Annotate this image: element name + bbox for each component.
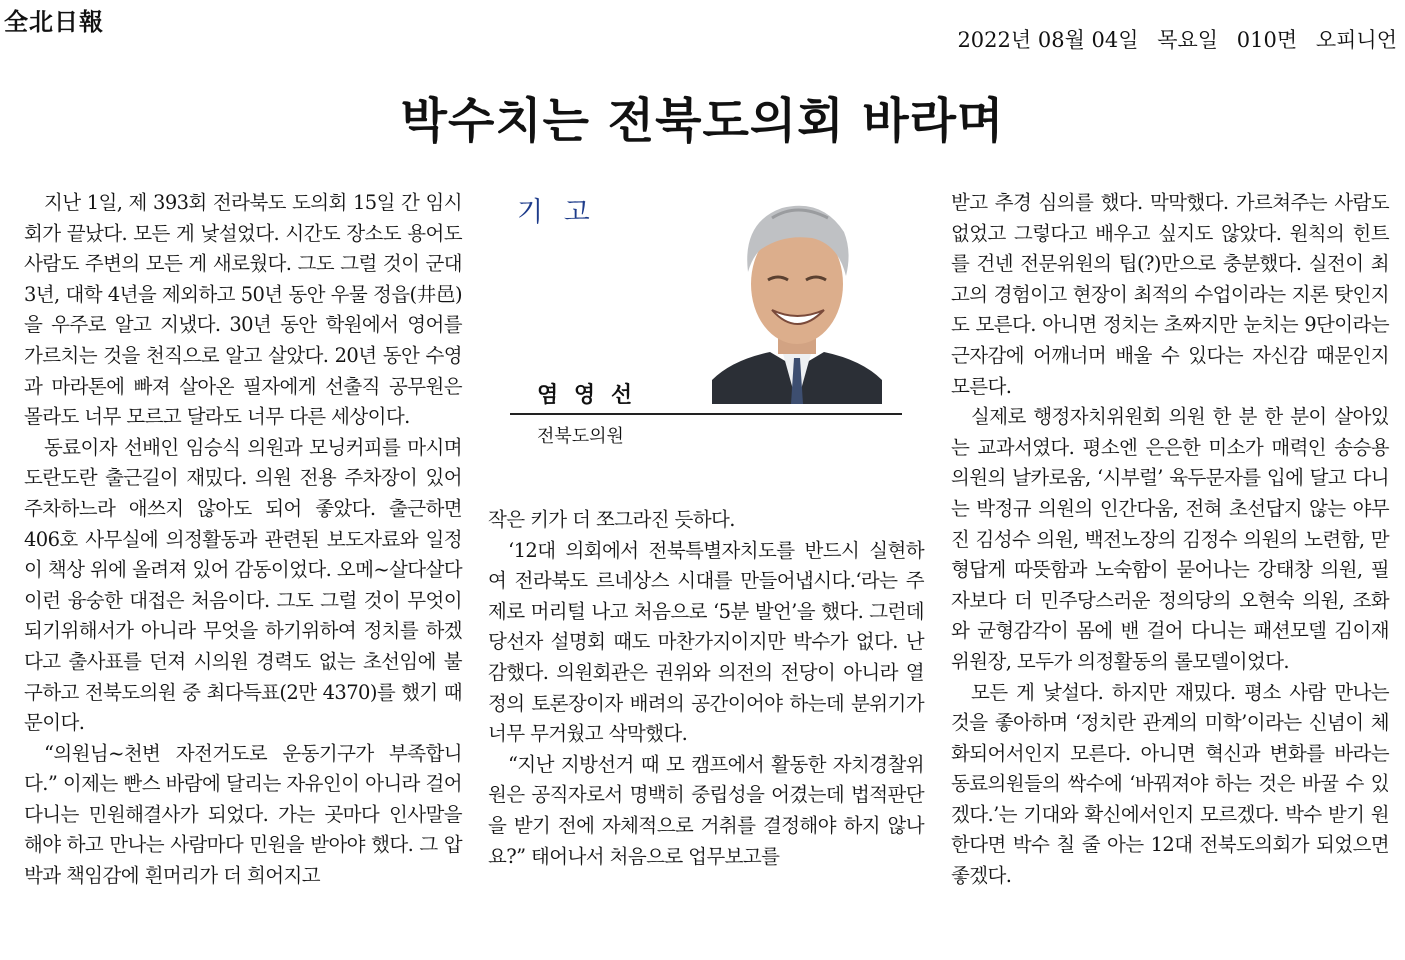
author-title: 전북도의원 [537,426,624,447]
paragraph: 지난 1일, 제 393회 전라북도 도의회 15일 간 임시회가 끝났다. 모든 게 낯설었다. 시간도 장소도 용어도 사람도 주변의 모든 게 새로웠다. 그도 그럴 것이 군대 3년, 대학 4년을 제외하고 50년 동안 우물 정읍(井邑)을 우주로 알고 지냈다. 30년 동안 학원에서 영어를 가르치는 것을 천직으로 알고 살았다. 20년 동안 수영과 마라톤에 빠져 살아온 필자에게 선출직 공무원은 몰라도 너무 모르고 달라도 너무 다른 세상이다. [24,191,462,429]
paragraph: 실제로 행정자치위원회 의원 한 분 한 분이 살아있는 교과서였다. 평소엔 은은한 미소가 매력인 송승용 의원의 날카로움, ‘시부럴’ 육두문자를 입에 달고 다니는 박정규 의원의 인간다움, 전혀 초선답지 않는 야무진 김성수 의원, 백전노장의 김정수 의원의 노련함, 맏형답게 따뜻함과 노숙함이 묻어나는 강태창 의원, 필자보다 더 민주당스러운 정의당의 오현숙 의원, 조화와 균형감각이 몸에 밴 걸어 다니는 패션모델 김이재 위원장, 모두가 의정활동의 롤모델이었다. [951,405,1389,673]
paragraph: 받고 추경 심의를 했다. 막막했다. 가르쳐주는 사람도 없었고 그렇다고 배우고 싶지도 않았다. 원칙의 힌트를 건넨 전문위원의 팁(?)만으로 충분했다. 실전이 최고의 경험이고 현장이 최적의 수업이라는 지론 탓인지도 모른다. 아니면 정치는 초짜지만 눈치는 9단이라는 근자감에 어깨너머 배울 수 있다는 자신감 때문인지 모른다. [951,191,1389,398]
paragraph: ‘12대 의회에서 전북특별자치도를 반드시 실현하여 전라북도 르네상스 시대를 만들어냅시다.‘라는 주제로 머리털 나고 처음으로 ‘5분 발언’을 했다. 그런데 당선자 설명회 때도 마찬가지이지만 박수가 없다. 난감했다. 의원회관은 권위와 의전의 전당이 아니라 열정의 토론장이자 배려의 공간이어야 하는데 분위기가 너무 무거웠고 삭막했다. [488,538,924,746]
issue-date: 2022년 08월 04일 [957,28,1139,52]
issue-weekday: 목요일 [1157,28,1219,52]
section-name: 오피니언 [1315,28,1397,52]
article-column-2 [488,505,924,872]
dateline [945,24,1397,54]
paragraph: 동료이자 선배인 임승식 의원과 모닝커피를 마시며 도란도란 출근길이 재밌다. 의원 전용 주차장이 있어 주차하느라 애쓰지 않아도 되어 좋았다. 출근하면 406호 사무실에 의정활동과 관련된 보도자료와 일정이 책상 위에 올려져 있어 감동이었다. 오메~살다살다 이런 융숭한 대접은 처음이다. 그도 그럴 것이 무엇이 되기위해서가 아니라 무엇을 하기위하여 정치를 하겠다고 출사표를 던져 시의원 경력도 없는 초선임에 불구하고 전북도의원 중 최다득표(2만 4370)를 했기 때문이다. [24,435,462,735]
paragraph: 작은 키가 더 쪼그라진 듯하다. [488,508,735,531]
author-name: 염 영 선 [537,383,637,408]
author-divider [510,413,902,415]
paragraph: 모든 게 낯설다. 하지만 재밌다. 평소 사람 만나는 것을 좋아하며 ‘정치란 관계의 미학’이라는 신념이 체화되어서인지 모른다. 아니면 혁신과 변화를 바라는 동료의원들의 싹수에 ‘바꿔져야 하는 것은 바꿀 수 있겠다.’는 기대와 확신에서인지 모르겠다. 박수 받기 원한다면 박수 칠 줄 아는 12대 전북도의회가 되었으면 좋겠다. [951,680,1390,888]
page-number: 010면 [1236,28,1298,52]
article-column-3 [951,188,1389,892]
author-portrait [712,192,882,404]
paragraph: “지난 지방선거 때 모 캠프에서 활동한 자치경찰위원은 공직자로서 명백히 중립성을 어겼는데 법적판단을 받기 전에 자체적으로 거취를 결정해야 하지 않나요?” 태어나서 처음으로 업무보고를 [488,752,924,868]
newspaper-logo: 全北日報 [4,8,104,36]
contribution-label: 기 고 [517,197,596,228]
paragraph: “의원님~천변 자전거도로 운동기구가 부족합니다.” 이제는 빤스 바람에 달리는 자유인이 아니라 걸어 다니는 민원해결사가 되었다. 가는 곳마다 인사말을 해야 하고 만나는 사람마다 민원을 받아야 했다. 그 압박과 책임감에 흰머리가 더 희어지고 [24,741,462,888]
article-headline: 박수치는 전북도의회 바라며 [400,93,1005,149]
article-column-1 [24,188,462,892]
